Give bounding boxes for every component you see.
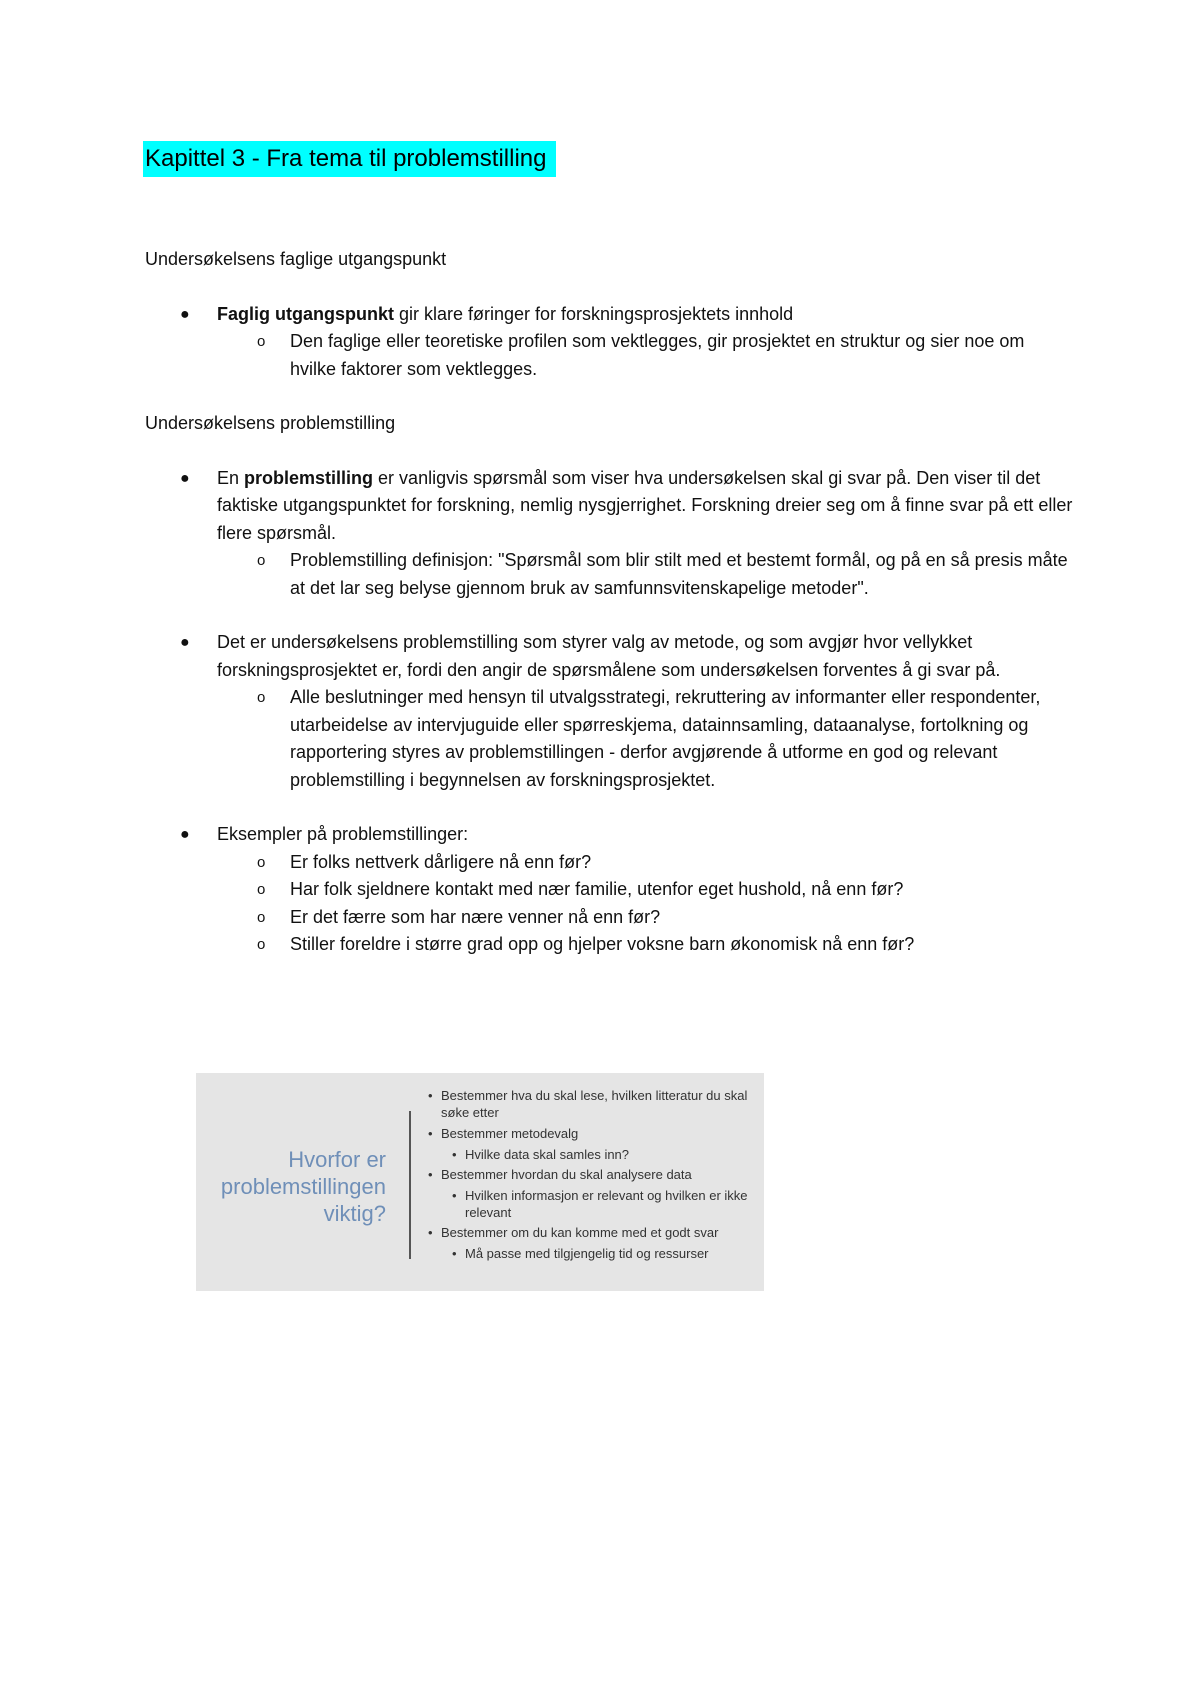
bullet-icon: • xyxy=(452,1147,457,1162)
figure-item-text: Bestemmer metodevalg xyxy=(441,1126,579,1141)
circle-bullet-icon: o xyxy=(257,908,266,926)
sub-item-text: Er det færre som har nære venner nå enn før? xyxy=(290,906,661,927)
sub-list xyxy=(217,849,1075,959)
list-item xyxy=(145,465,1075,603)
figure-title: Hvorfor er problemstillingen viktig? xyxy=(220,1147,386,1226)
bullet-icon: ● xyxy=(180,469,190,487)
figure-sub-text: Hvilken informasjon er relevant og hvilken er ikke relevant xyxy=(465,1188,748,1220)
sub-item-text: Problemstilling definisjon: "Spørsmål som blir stilt med et bestemt formål, og på en så presis måte at det lar seg belyse gjennom bruk av samfunnsvitenskapelige metoder". xyxy=(290,550,1068,598)
bullet-icon: • xyxy=(428,1167,433,1182)
sub-item-text: Alle beslutninger med hensyn til utvalgsstrategi, rekruttering av informanter eller respondenter, utarbeidelse av intervjuguide eller spørreskjema, datainnsamling, dataanalyse, fortolkning og rapportering styres av problemstillingen - derfor avgjørende å utforme en god og relevant problemstilling i begynnelsen av forskningsprosjektet. xyxy=(290,687,1041,790)
bullet-icon: ● xyxy=(180,305,190,323)
sub-list xyxy=(217,684,1075,794)
sub-list-item xyxy=(217,876,1075,904)
figure-sub-item xyxy=(428,1146,758,1163)
sub-list xyxy=(217,328,1075,383)
bullet-icon: ● xyxy=(180,634,190,651)
sub-list-item xyxy=(217,849,1075,877)
bold-term: problemstilling xyxy=(244,467,374,488)
figure-item xyxy=(428,1166,758,1183)
sub-list-item xyxy=(217,547,1075,602)
slide-figure xyxy=(196,1073,764,1291)
sub-item-text: Den faglige eller teoretiske profilen som vektlegges, gir prosjektet en struktur og sier noe om hvilke faktorer som vektlegges. xyxy=(290,331,1025,379)
section-heading: Undersøkelsens faglige utgangspunkt xyxy=(145,249,447,269)
item-text: Eksempler på problemstillinger: xyxy=(217,824,469,844)
bullet-list xyxy=(145,465,1075,959)
sub-item-text: Stiller foreldre i større grad opp og hjelper voksne barn økonomisk nå enn før? xyxy=(290,934,915,954)
figure-divider xyxy=(409,1111,411,1259)
circle-bullet-icon: o xyxy=(257,881,266,898)
bullet-icon: • xyxy=(428,1225,433,1240)
item-text: er vanligvis spørsmål som viser hva undersøkelsen skal gi svar på. Den viser til det faktiske utgangspunktet for forskning, nemlig nysgjerrighet. Forskning dreier seg om å finne svar på ett eller flere spørsmål. xyxy=(217,467,1073,543)
circle-bullet-icon: o xyxy=(257,936,266,953)
sub-list xyxy=(217,547,1075,602)
circle-bullet-icon: o xyxy=(257,333,266,350)
figure-sub-item xyxy=(428,1187,758,1221)
bullet-icon: • xyxy=(452,1188,457,1203)
sub-list-item xyxy=(217,904,1075,932)
figure-item xyxy=(428,1087,758,1121)
item-text: gir klare føringer for forskningsprosjektets innhold xyxy=(394,303,794,324)
figure-list xyxy=(428,1087,758,1265)
sub-list-item xyxy=(217,684,1075,794)
figure-item xyxy=(428,1224,758,1241)
circle-bullet-icon: o xyxy=(257,853,266,871)
bullet-icon: • xyxy=(452,1246,457,1261)
figure-item xyxy=(428,1125,758,1142)
section-heading: Undersøkelsens problemstilling xyxy=(145,413,396,433)
sub-item-text: Er folks nettverk dårligere nå enn før? xyxy=(290,851,592,872)
bullet-icon: ● xyxy=(180,826,190,843)
figure-item-text: Bestemmer om du kan komme med et godt svar xyxy=(441,1225,719,1240)
item-text: En xyxy=(217,467,245,488)
figure-item-text: Bestemmer hva du skal lese, hvilken litteratur du skal søke etter xyxy=(441,1088,748,1120)
sub-list-item xyxy=(217,931,1075,959)
figure-item-text: Bestemmer hvordan du skal analysere data xyxy=(441,1167,692,1182)
figure-sub-text: Må passe med tilgjengelig tid og ressurser xyxy=(465,1246,709,1261)
item-text: Det er undersøkelsens problemstilling som styrer valg av metode, og som avgjør hvor vellykket forskningsprosjektet er, fordi den angir de spørsmålene som undersøkelsen forventes å gi svar på. xyxy=(217,632,1001,680)
sub-item-text: Har folk sjeldnere kontakt med nær familie, utenfor eget hushold, nå enn før? xyxy=(290,879,904,899)
document-body xyxy=(145,246,1075,959)
bullet-icon: • xyxy=(428,1126,433,1141)
figure-sub-text: Hvilke data skal samles inn? xyxy=(465,1147,630,1162)
sub-list-item xyxy=(217,328,1075,383)
bullet-list xyxy=(145,301,1075,384)
circle-bullet-icon: o xyxy=(257,552,266,569)
figure-sub-item xyxy=(428,1245,758,1262)
list-item xyxy=(145,821,1075,959)
list-item xyxy=(145,301,1075,384)
list-item xyxy=(145,629,1075,794)
chapter-title: Kapittel 3 - Fra tema til problemstilling xyxy=(143,141,556,177)
bold-term: Faglig utgangspunkt xyxy=(217,303,394,324)
circle-bullet-icon: o xyxy=(257,689,266,706)
bullet-icon: • xyxy=(428,1088,433,1103)
